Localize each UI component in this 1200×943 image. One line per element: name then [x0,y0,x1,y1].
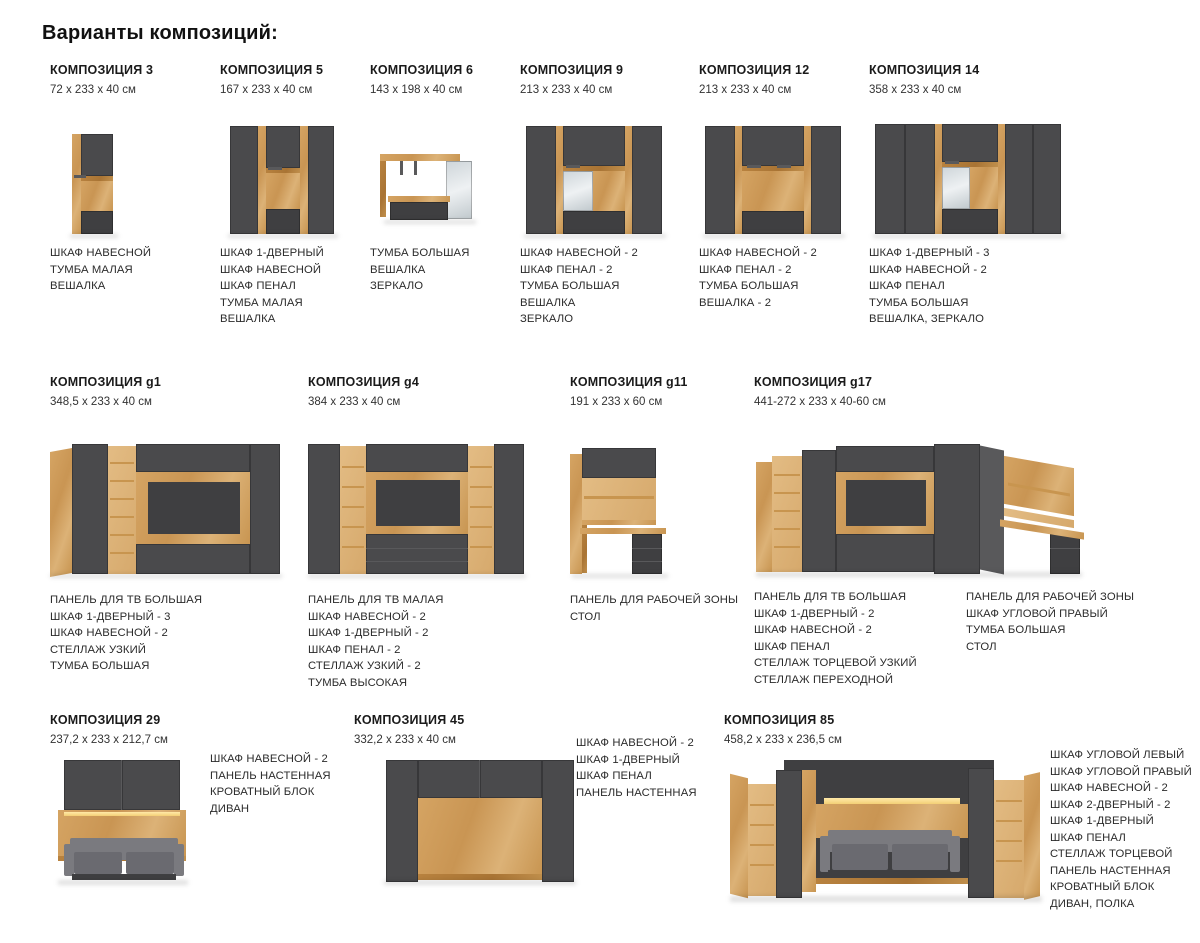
composition-parts-6: ТУМБА БОЛЬШАЯ ВЕШАЛКА ЗЕРКАЛО [370,247,470,292]
composition-title: КОМПОЗИЦИЯ g1 [50,375,162,389]
compositions-row-2 [24,375,1176,695]
composition-dimensions: 213 x 233 x 40 см [520,84,613,96]
composition-title: КОМПОЗИЦИЯ 3 [50,63,154,77]
composition-parts-9: ШКАФ НАВЕСНОЙ - 2 ШКАФ ПЕНАЛ - 2 ТУМБА БОЛЬШАЯ ВЕШАЛКА ЗЕРКАЛО [520,247,638,325]
composition-title: КОМПОЗИЦИЯ 5 [220,63,324,77]
composition-dimensions: 237,2 x 233 x 212,7 см [50,734,168,746]
composition-card-g11 [570,375,750,625]
composition-title: КОМПОЗИЦИЯ 12 [699,63,810,77]
page-title: Варианты композиций: [42,22,279,44]
composition-dimensions: 384 x 233 x 40 см [308,396,401,408]
composition-title: КОМПОЗИЦИЯ 14 [869,63,980,77]
composition-card-12 [699,63,864,311]
composition-image-g17 [750,422,1180,582]
composition-image-9 [520,112,690,237]
composition-card-6 [370,63,520,295]
composition-dimensions: 348,5 x 233 x 40 см [50,396,152,408]
compositions-row-3 [24,713,1192,943]
composition-dimensions: 72 x 233 x 40 см [50,84,136,96]
composition-card-45 [354,713,714,900]
composition-parts-g4: ПАНЕЛЬ ДЛЯ ТВ МАЛАЯ ШКАФ НАВЕСНОЙ - 2 ШКАФ 1-ДВЕРНЫЙ - 2 ШКАФ ПЕНАЛ - 2 СТЕЛЛАЖ УЗКИЙ - 2 ТУМБА ВЫСОКАЯ [308,594,444,689]
composition-parts-g11: ПАНЕЛЬ ДЛЯ РАБОЧЕЙ ЗОНЫ СТОЛ [570,594,739,623]
composition-parts-g17-right: ПАНЕЛЬ ДЛЯ РАБОЧЕЙ ЗОНЫ ШКАФ УГЛОВОЙ ПРАВЫЙ ТУМБА БОЛЬШАЯ СТОЛ [966,591,1135,653]
composition-card-85 [724,713,1192,916]
composition-image-12 [699,112,864,237]
composition-card-g4 [308,375,548,691]
composition-card-14 [869,63,1069,328]
composition-card-g17 [750,375,1180,686]
composition-card-29 [50,713,370,900]
composition-parts-g1: ПАНЕЛЬ ДЛЯ ТВ БОЛЬШАЯ ШКАФ 1-ДВЕРНЫЙ - 3 ШКАФ НАВЕСНОЙ - 2 СТЕЛЛАЖ УЗКИЙ ТУМБА БОЛЬШАЯ [50,594,203,672]
composition-parts-12: ШКАФ НАВЕСНОЙ - 2 ШКАФ ПЕНАЛ - 2 ТУМБА БОЛЬШАЯ ВЕШАЛКА - 2 [699,247,817,309]
composition-parts-29: ШКАФ НАВЕСНОЙ - 2 ПАНЕЛЬ НАСТЕННАЯ КРОВАТНЫЙ БЛОК ДИВАН [210,753,331,815]
composition-dimensions: 213 x 233 x 40 см [699,84,792,96]
composition-title: КОМПОЗИЦИЯ 9 [520,63,624,77]
composition-card-g1 [50,375,280,675]
composition-title: КОМПОЗИЦИЯ g17 [754,375,873,389]
composition-parts-g17-left: ПАНЕЛЬ ДЛЯ ТВ БОЛЬШАЯ ШКАФ 1-ДВЕРНЫЙ - 2 ШКАФ НАВЕСНОЙ - 2 ШКАФ ПЕНАЛ СТЕЛЛАЖ ТОРЦЕВОЙ УЗКИЙ СТЕЛЛАЖ ПЕРЕХОДНОЙ [754,591,917,686]
composition-image-g1 [50,422,280,582]
composition-title: КОМПОЗИЦИЯ 29 [50,713,161,727]
composition-image-g4 [308,422,548,582]
composition-card-5 [220,63,370,328]
composition-title: КОМПОЗИЦИЯ 6 [370,63,474,77]
composition-dimensions: 167 x 233 x 40 см [220,84,313,96]
composition-title: КОМПОЗИЦИЯ g11 [570,375,688,389]
composition-title: КОМПОЗИЦИЯ 85 [724,713,835,727]
composition-card-3 [50,63,190,295]
composition-dimensions: 143 x 198 x 40 см [370,84,463,96]
composition-parts-3: ШКАФ НАВЕСНОЙ ТУМБА МАЛАЯ ВЕШАЛКА [50,247,152,292]
composition-parts-14: ШКАФ 1-ДВЕРНЫЙ - 3 ШКАФ НАВЕСНОЙ - 2 ШКАФ ПЕНАЛ ТУМБА БОЛЬШАЯ ВЕШАЛКА, ЗЕРКАЛО [869,247,990,325]
composition-image-g11 [570,422,750,582]
composition-parts-5: ШКАФ 1-ДВЕРНЫЙ ШКАФ НАВЕСНОЙ ШКАФ ПЕНАЛ ТУМБА МАЛАЯ ВЕШАЛКА [220,247,324,325]
composition-parts-45: ШКАФ НАВЕСНОЙ - 2 ШКАФ 1-ДВЕРНЫЙ ШКАФ ПЕНАЛ ПАНЕЛЬ НАСТЕННАЯ [576,737,697,799]
composition-dimensions: 332,2 x 233 x 40 см [354,734,456,746]
composition-dimensions: 358 x 233 x 40 см [869,84,962,96]
composition-card-9 [520,63,690,328]
composition-image-14 [869,112,1069,237]
composition-title: КОМПОЗИЦИЯ 45 [354,713,465,727]
composition-parts-85: ШКАФ УГЛОВОЙ ЛЕВЫЙ ШКАФ УГЛОВОЙ ПРАВЫЙ ШКАФ НАВЕСНОЙ - 2 ШКАФ 2-ДВЕРНЫЙ - 2 ШКАФ 1-ДВЕРНЫЙ ШКАФ ПЕНАЛ СТЕЛЛАЖ ТОРЦЕВОЙ ПАНЕЛЬ НАСТЕННАЯ КРОВАТНЫЙ БЛОК ДИВАН, ПОЛКА [1050,749,1192,910]
composition-dimensions: 458,2 x 233 x 236,5 см [724,734,842,746]
composition-title: КОМПОЗИЦИЯ g4 [308,375,420,389]
composition-image-6 [370,112,520,237]
composition-dimensions: 191 x 233 x 60 см [570,396,663,408]
compositions-row-1 [24,63,1176,363]
composition-image-3 [50,112,190,237]
composition-image-5 [220,112,370,237]
composition-dimensions: 441-272 x 233 x 40-60 см [754,396,886,408]
